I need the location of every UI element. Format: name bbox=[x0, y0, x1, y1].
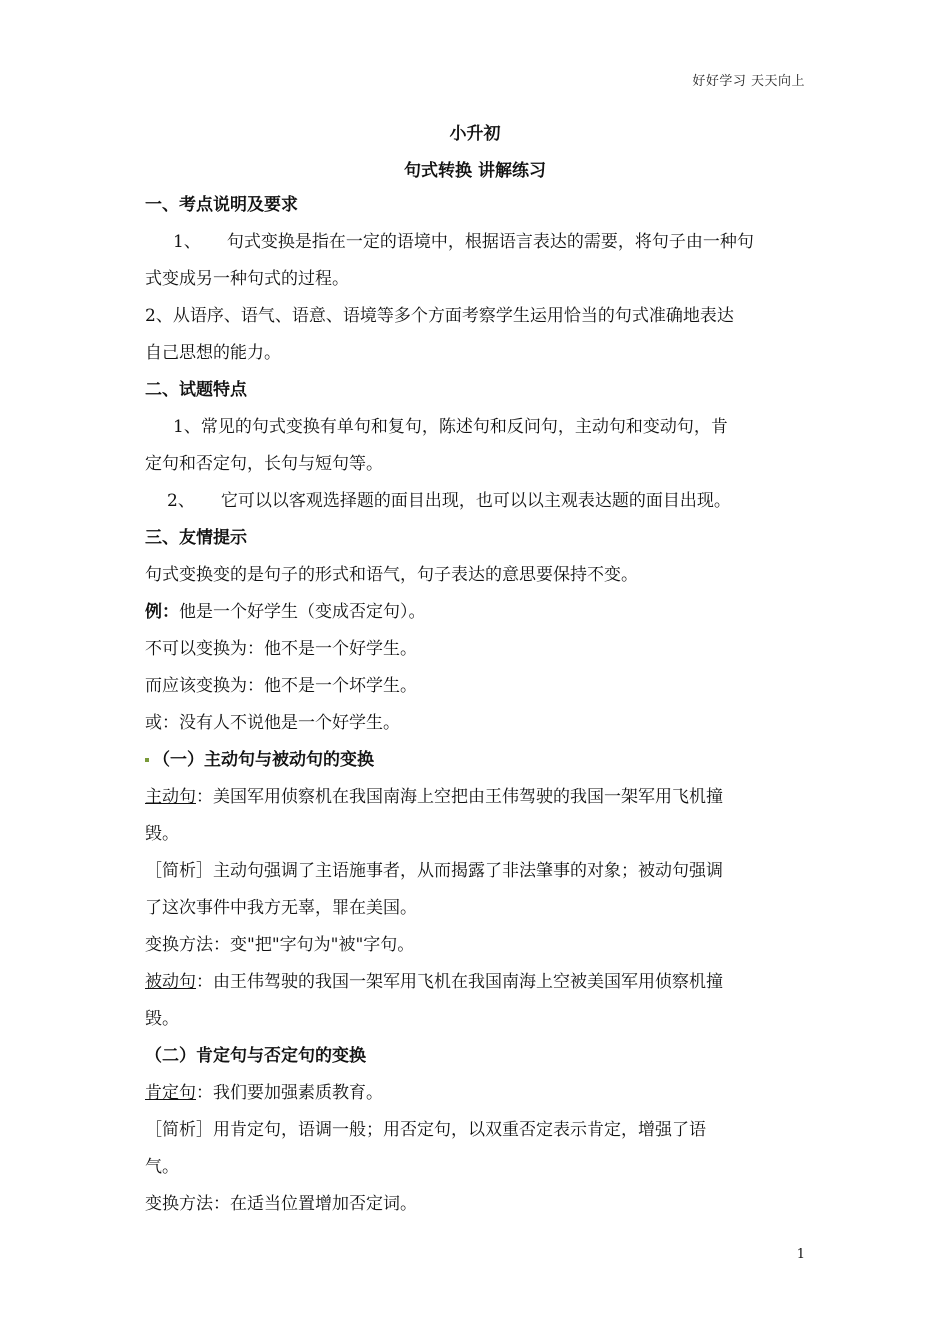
section-3-para-1: 句式变换变的是句子的形式和语气，句子表达的意思要保持不变。 bbox=[145, 565, 638, 585]
active-sentence-line-2: 毁。 bbox=[145, 824, 179, 844]
section-1-para-2-line-2: 自己思想的能力。 bbox=[145, 343, 281, 363]
passive-sentence-line-1 bbox=[145, 964, 810, 1001]
para-text: 句式变换是指在一定的语境中，根据语言表达的需要，将句子由一种句 bbox=[226, 232, 754, 252]
list-number: 1、 bbox=[173, 232, 201, 252]
section-2-para-1-line-2: 定句和否定句，长句与短句等。 bbox=[145, 454, 383, 474]
analysis-1-line-1: ［简析］主动句强调了主语施事者，从而揭露了非法肇事的对象；被动句强调 bbox=[145, 861, 723, 881]
page-subtitle: 句式转换 讲解练习 bbox=[404, 161, 546, 181]
section-2-para-2 bbox=[145, 483, 810, 520]
passive-label: 被动句 bbox=[145, 972, 196, 992]
active-sentence-line-1 bbox=[145, 779, 810, 816]
document-body bbox=[145, 187, 810, 1223]
section-1-para-1-line-1 bbox=[145, 224, 810, 261]
example-label: 例： bbox=[145, 602, 179, 622]
wrong-transform: 不可以变换为：他不是一个好学生。 bbox=[145, 639, 417, 659]
method-1: 变换方法：变"把"字句为"被"字句。 bbox=[145, 935, 415, 955]
page-title: 小升初 bbox=[449, 124, 501, 144]
active-text: ：美国军用侦察机在我国南海上空把由王伟驾驶的我国一架军用飞机撞 bbox=[196, 787, 723, 807]
subsection-2-heading: （二）肯定句与否定句的变换 bbox=[145, 1046, 366, 1066]
right-transform: 而应该变换为：他不是一个坏学生。 bbox=[145, 676, 417, 696]
alt-transform: 或：没有人不说他是一个好学生。 bbox=[145, 713, 400, 733]
passive-sentence-line-2: 毁。 bbox=[145, 1009, 179, 1029]
positive-label: 肯定句 bbox=[145, 1083, 196, 1103]
analysis-2-line-1: ［简析］用肯定句，语调一般；用否定句，以双重否定表示肯定，增强了语 bbox=[145, 1120, 706, 1140]
positive-text: ：我们要加强素质教育。 bbox=[196, 1083, 383, 1103]
passive-text: ：由王伟驾驶的我国一架军用飞机在我国南海上空被美国军用侦察机撞 bbox=[196, 972, 723, 992]
header-motto: 好好学习 天天向上 bbox=[692, 74, 805, 89]
section-1-heading: 一、考点说明及要求 bbox=[145, 195, 298, 215]
section-1-para-2-line-1: 2、从语序、语气、语意、语境等多个方面考察学生运用恰当的句式准确地表达 bbox=[145, 306, 734, 326]
list-number: 2、 bbox=[167, 491, 195, 511]
positive-sentence bbox=[145, 1075, 810, 1112]
method-2: 变换方法：在适当位置增加否定词。 bbox=[145, 1194, 417, 1214]
active-label: 主动句 bbox=[145, 787, 196, 807]
section-1-para-1-line-2: 式变成另一种句式的过程。 bbox=[145, 269, 349, 289]
page-number: 1 bbox=[796, 1247, 805, 1262]
bullet-marker bbox=[145, 758, 149, 762]
analysis-1-line-2: 了这次事件中我方无辜，罪在美国。 bbox=[145, 898, 417, 918]
example-line bbox=[145, 594, 810, 631]
analysis-2-line-2: 气。 bbox=[145, 1157, 179, 1177]
section-2-heading: 二、试题特点 bbox=[145, 380, 247, 400]
section-2-para-1-line-1: 1、常见的句式变换有单句和复句，陈述句和反问句，主动句和变动句，肯 bbox=[173, 417, 728, 437]
example-text: 他是一个好学生（变成否定句）。 bbox=[179, 602, 426, 622]
section-3-heading: 三、友情提示 bbox=[145, 528, 247, 548]
para-text: 它可以以客观选择题的面目出现，也可以以主观表达题的面目出现。 bbox=[220, 491, 731, 511]
subsection-1-heading bbox=[145, 742, 810, 779]
heading-text: （一）主动句与被动句的变换 bbox=[153, 750, 374, 770]
